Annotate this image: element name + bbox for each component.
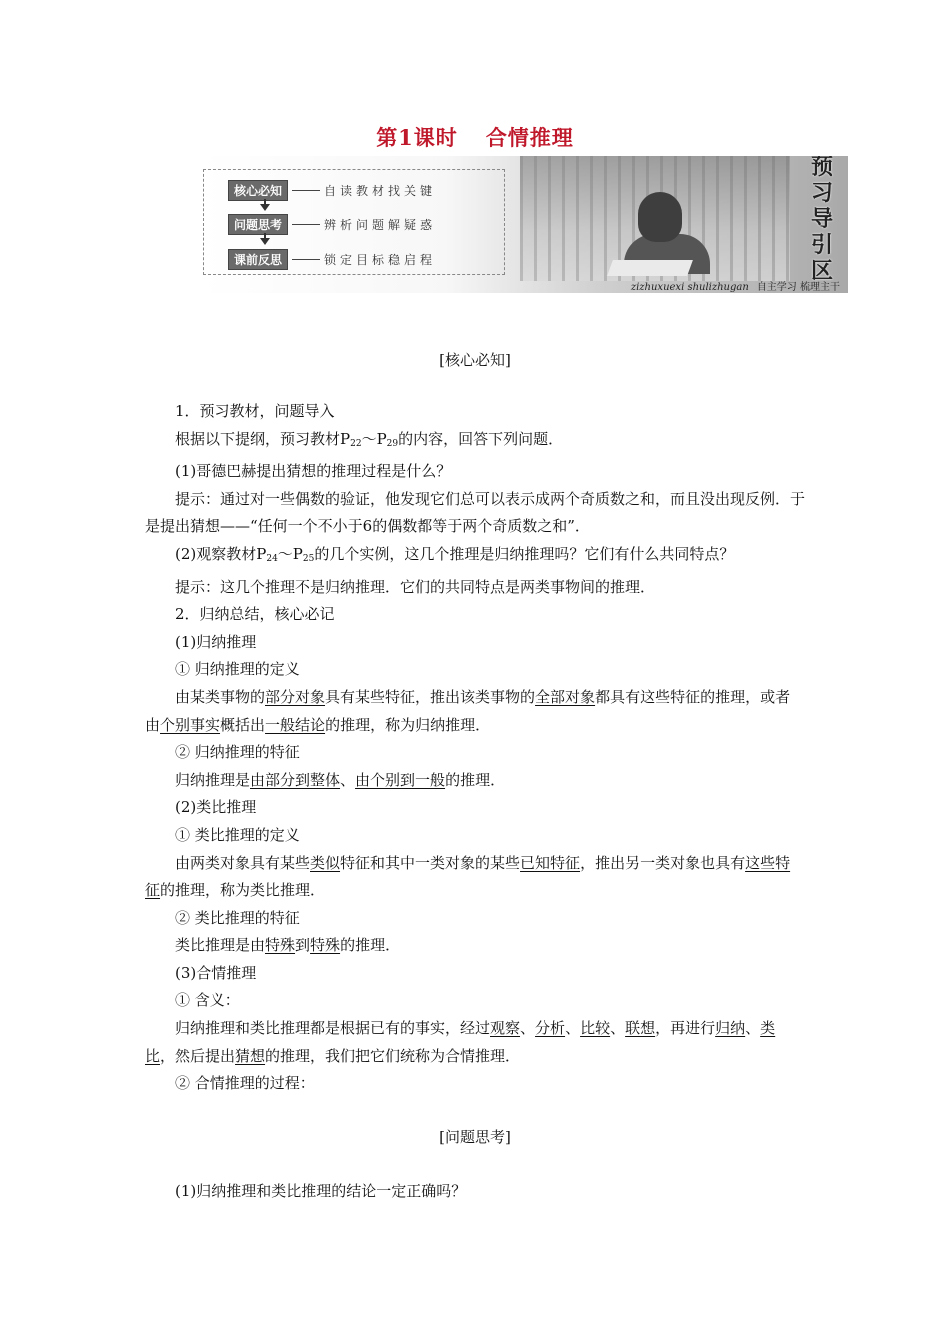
paragraph: (2)观察教材$P_{24}\sim P_{25}$的几个实例，这几个推理是归纳推理吗？它们有什么共同特点？ <box>175 544 735 564</box>
lesson-number: 第1课时 <box>376 125 458 150</box>
paragraph: 归纳推理是由部分到整体、由个别到一般的推理． <box>175 770 506 789</box>
side-char: 习 <box>810 181 833 206</box>
paragraph: ① 类比推理的定义 <box>175 825 300 844</box>
flow-step-desc: 自读教材找关键 <box>324 183 437 198</box>
side-char: 预 <box>810 156 833 180</box>
page-title <box>0 122 950 152</box>
paragraph: ② 归纳推理的特征 <box>175 743 300 762</box>
flow-dash <box>292 224 320 225</box>
paragraph: 类比推理是由特殊到特殊的推理． <box>175 936 401 955</box>
paragraph: ② 类比推理的特征 <box>175 908 300 927</box>
arrow-down-icon <box>260 238 270 245</box>
paragraph: ① 含义： <box>175 991 240 1010</box>
paragraph: 2．归纳总结，核心必记 <box>175 605 335 624</box>
paragraph: ② 合情推理的过程： <box>175 1074 315 1093</box>
paragraph: 提示：通过对一些偶数的验证，他发现它们总可以表示成两个奇质数之和，而且没出现反例．于是提出猜想——“任何一个不小于6的偶数都等于两个奇质数之和”． <box>145 489 806 536</box>
paragraph: ① 归纳推理的定义 <box>175 660 300 679</box>
lesson-topic: 合情推理 <box>485 125 574 150</box>
section-heading-questions: [问题思考] <box>439 1128 511 1146</box>
footer-chinese: 自主学习 梳理主干 <box>756 282 840 293</box>
banner-footer <box>540 278 840 293</box>
reader-figure-head <box>638 192 682 242</box>
paragraph: (3)合情推理 <box>175 963 257 982</box>
questions-body <box>145 1178 805 1206</box>
flow-step-label: 课前反思 <box>228 249 288 270</box>
flow-step-desc: 锁定目标稳启程 <box>324 252 437 267</box>
paragraph: (2)类比推理 <box>175 798 257 817</box>
study-flow-box <box>203 169 505 275</box>
flow-step-2 <box>228 214 436 234</box>
footer-pinyin: zizhuxuexi shulizhugan <box>630 282 749 293</box>
paragraph: (1)归纳推理 <box>175 632 257 651</box>
arrow-down-icon <box>260 204 270 211</box>
paragraph: 归纳推理和类比推理都是根据已有的事实，经过观察、分析、比较、联想，再进行归纳、类比，然后提出猜想的推理，我们把它们统称为合情推理． <box>145 1019 776 1065</box>
flow-step-label: 问题思考 <box>228 214 288 235</box>
open-book-shape <box>607 260 693 276</box>
flow-step-1 <box>228 180 436 200</box>
paragraph: 根据以下提纲，预习教材$P_{22}\sim P_{29}$的内容，回答下列问题． <box>175 429 564 449</box>
paragraph: 提示：这几个推理不是归纳推理．它们的共同特点是两类事物间的推理． <box>175 577 656 596</box>
section-heading-core: [核心必知] <box>439 351 511 369</box>
paragraph: (1)归纳推理和类比推理的结论一定正确吗？ <box>175 1182 467 1200</box>
flow-step-label: 核心必知 <box>228 180 288 201</box>
preview-zone-label <box>800 156 844 284</box>
flow-step-3 <box>228 249 436 269</box>
side-char: 引 <box>810 233 833 258</box>
paragraph: 1．预习教材，问题导入 <box>175 402 335 420</box>
paragraph: 由两类对象具有某些类似特征和其中一类对象的某些已知特征，推出另一类对象也具有这些特征的推理，称为类比推理． <box>145 853 791 900</box>
preview-banner <box>200 156 848 293</box>
side-char: 导 <box>810 207 833 232</box>
document-body <box>145 398 805 1098</box>
flow-dash <box>292 259 320 260</box>
paragraph: 由某类事物的部分对象具有某些特征，推出该类事物的全部对象都具有这些特征的推理，或者由个别事实概括出一般结论的推理，称为归纳推理． <box>145 687 791 734</box>
side-char: 区 <box>810 259 833 284</box>
flow-dash <box>292 190 320 191</box>
paragraph: (1)哥德巴赫提出猜想的推理过程是什么？ <box>175 462 452 481</box>
flow-step-desc: 辨析问题解疑惑 <box>324 217 437 232</box>
